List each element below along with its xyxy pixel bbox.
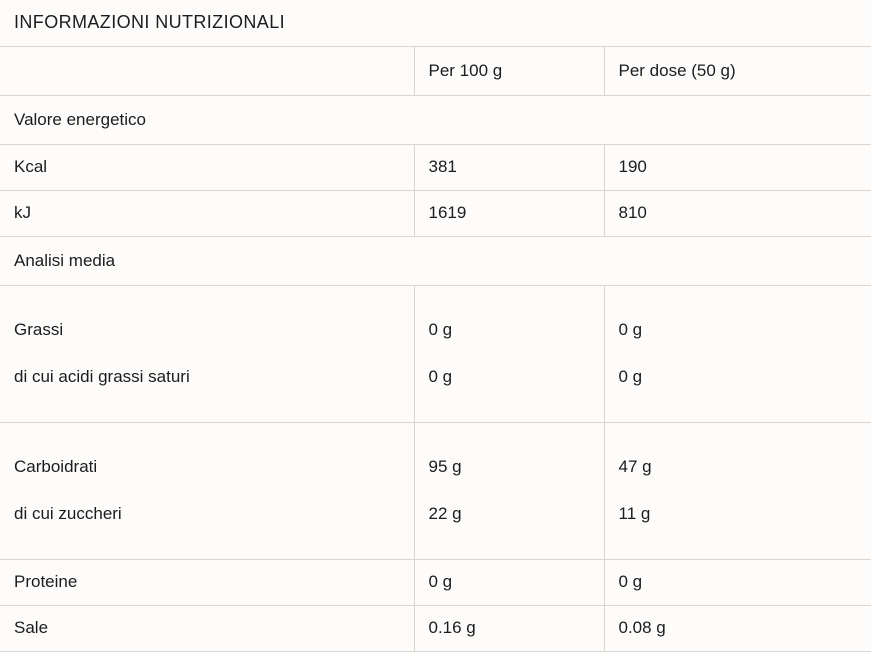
column-header-per-dose: Per dose (50 g) [605,47,871,95]
row-value-carbohydrates-perdose-cell [604,422,871,559]
table-row-salt [0,606,871,652]
row-value-salt-perdose-cell [604,606,871,652]
row-value-salt-per-dose: 0.08 g [605,606,871,651]
table-row-header [0,47,871,96]
header-per-100g-cell [414,47,604,96]
table-row-carbohydrates [0,422,871,559]
row-value-kcal-per-100g: 381 [415,145,604,190]
row-label-fats-cell [0,285,414,422]
table-row-fats [0,285,871,422]
table-row-proteins [0,560,871,606]
row-value-proteins-per-dose: 0 g [605,560,871,605]
row-value-saturated-fats-per-100g: 0 g [429,365,590,390]
row-value-fats-per100-cell [414,285,604,422]
section-analysis-cell [0,236,871,285]
row-value-kj-per100-cell [414,190,604,236]
row-label-proteins: Proteine [0,560,414,605]
row-value-fats-per-100g-group [415,286,604,422]
table-row-section-energy [0,96,871,145]
row-label-carbohydrates-cell [0,422,414,559]
row-label-carbohydrates: Carboidrati [14,455,400,480]
row-label-carbohydrates-group [0,423,414,559]
row-value-kj-per-100g: 1619 [415,191,604,236]
table-row-title [0,0,871,47]
row-value-fats-perdose-cell [604,285,871,422]
row-value-carbohydrates-per-100g: 95 g [429,455,590,480]
row-value-carbohydrates-per100-cell [414,422,604,559]
row-value-sugars-per-dose: 11 g [619,502,858,527]
row-value-kcal-perdose-cell [604,145,871,191]
row-label-saturated-fats: di cui acidi grassi saturi [14,365,400,390]
row-value-kj-perdose-cell [604,190,871,236]
row-value-proteins-per-100g: 0 g [415,560,604,605]
row-value-carbohydrates-per-100g-group [415,423,604,559]
section-heading-energy: Valore energetico [0,96,871,144]
row-value-kcal-per100-cell [414,145,604,191]
row-label-fats: Grassi [14,318,400,343]
table-row-section-analysis [0,236,871,285]
row-value-proteins-perdose-cell [604,560,871,606]
row-label-proteins-cell [0,560,414,606]
row-value-carbohydrates-per-dose: 47 g [619,455,858,480]
row-value-saturated-fats-per-dose: 0 g [619,365,858,390]
row-value-fats-per-100g: 0 g [429,318,590,343]
section-heading-analysis: Analisi media [0,237,871,285]
section-energy-cell [0,96,871,145]
row-value-proteins-per100-cell [414,560,604,606]
row-label-salt: Sale [0,606,414,651]
row-value-sugars-per-100g: 22 g [429,502,590,527]
row-label-kcal-cell [0,145,414,191]
row-value-fats-per-dose-group [605,286,871,422]
table-row-kj [0,190,871,236]
row-value-carbohydrates-per-dose-group [605,423,871,559]
row-label-kj: kJ [0,191,414,236]
row-label-sugars: di cui zuccheri [14,502,400,527]
page-title: INFORMAZIONI NUTRIZIONALI [0,0,871,46]
row-value-kj-per-dose: 810 [605,191,871,236]
row-label-kj-cell [0,190,414,236]
title-cell [0,0,871,47]
row-value-salt-per100-cell [414,606,604,652]
row-value-salt-per-100g: 0.16 g [415,606,604,651]
row-value-kcal-per-dose: 190 [605,145,871,190]
header-per-dose-cell [604,47,871,96]
header-blank-cell [0,47,414,96]
row-label-salt-cell [0,606,414,652]
row-value-fats-per-dose: 0 g [619,318,858,343]
row-label-fats-group [0,286,414,422]
table-row-kcal [0,145,871,191]
header-label-empty [0,57,414,86]
row-label-kcal: Kcal [0,145,414,190]
column-header-per-100g: Per 100 g [415,47,604,95]
